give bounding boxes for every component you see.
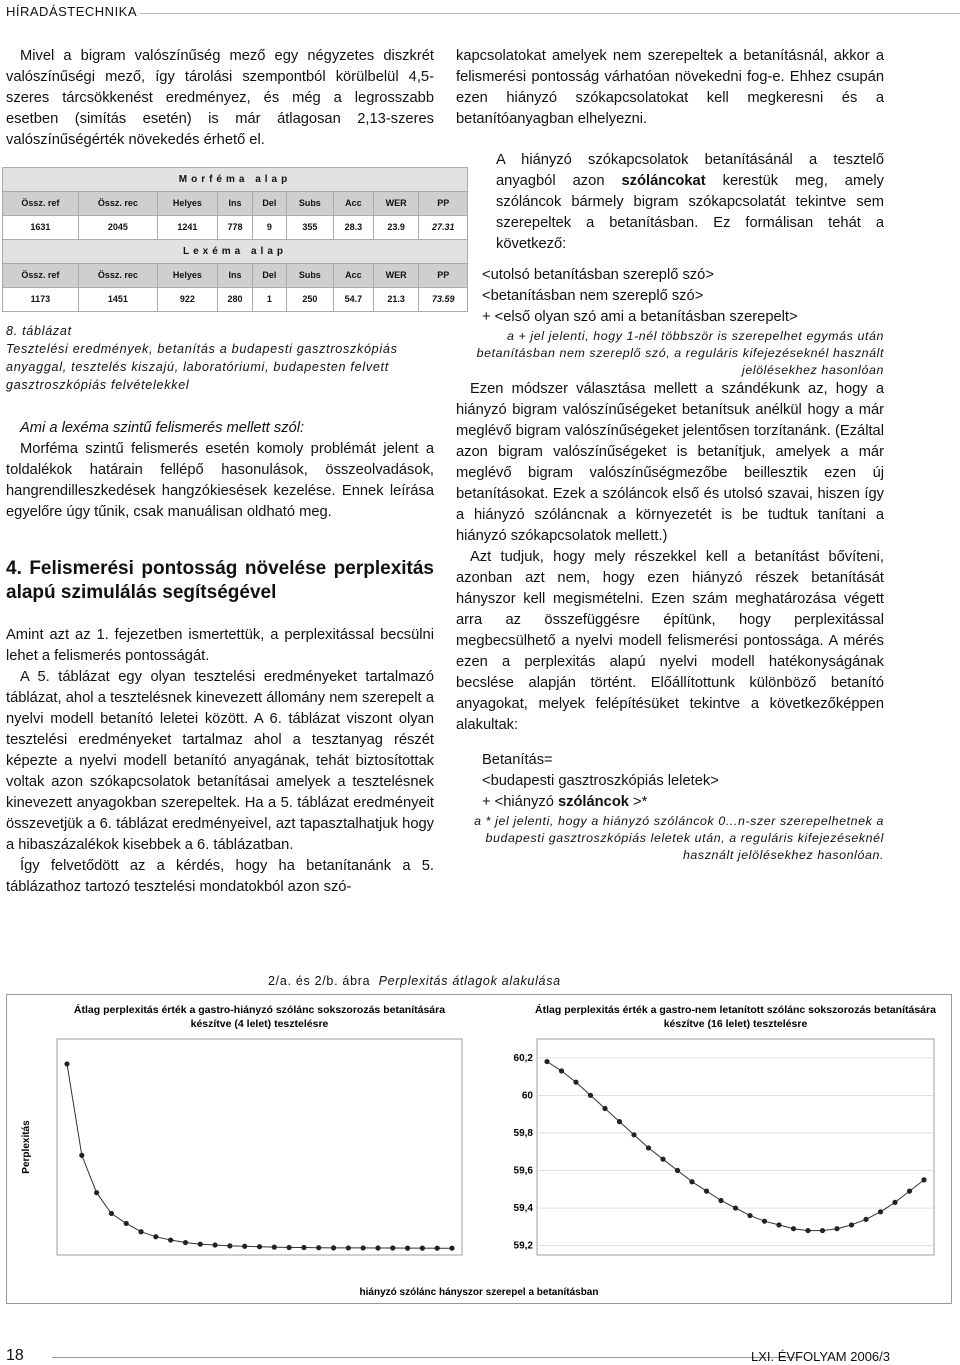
data-point [689, 1179, 694, 1184]
footer-rule [52, 1357, 802, 1358]
chart-title: készítve (16 lelet) tesztelésre [663, 1018, 808, 1030]
table-header-cell: Acc [334, 192, 374, 216]
data-point [617, 1119, 622, 1124]
left-column [6, 46, 455, 898]
table-row [3, 216, 468, 240]
paragraph: Mivel a bigram valószínűség mező egy négyzetes diszkrét valószínűségi mező, így tárolási szempontból körülbelül 4,5-szeres tárcsökkenést eredményez, és még a legrosszabb esetben (simítás esetén) is már átlagosan 2,13-szeres valószínűségérték növekedés érhető el. [6, 48, 434, 148]
text-run: A hiányzó szókapcsolatok betanításánál a tesztelő anyagból azon [496, 152, 884, 189]
table-header-cell: WER [373, 192, 419, 216]
table-header-cell: Helyes [157, 264, 217, 288]
paragraph: Ezen módszer választása mellett a szándékunk az, hogy a hiányzó bigram valószínűségeket betanítsuk anélkül hogy a már meglévő bigram valószínűségeket jelentősen torzítanánk. (Ezáltal azon bigram valószínűségeket is betanítjuk, amelyek a már meglévő bigram valószínűségmezőbe beillesztik ezen új betanításokat. Ezek a szóláncok első és utolsó szavai, hiszen így a hiányzó szóláncnak a környezetét is be tudtuk tanítani a hiányzó szókapcsolatok mellett.) [456, 381, 884, 544]
table-cell: 54.7 [334, 288, 374, 312]
table-header-cell: WER [373, 264, 419, 288]
table-section-title: Morféma alap [3, 168, 468, 192]
data-point [791, 1226, 796, 1231]
y-tick-label: 59,6 [513, 1165, 533, 1177]
table-caption-text: Tesztelési eredmények, betanítás a budapesti gasztroszkópiás anyaggal, tesztelés kiszajú, laboratóriumi, budapesten felvett gasztroszkópiás felvételekkel [6, 342, 398, 392]
perplexity-chart-b [479, 995, 951, 1303]
page-number: 18 [6, 1347, 24, 1364]
table-header-row [3, 264, 468, 288]
y-tick-label: 59,2 [513, 1240, 533, 1252]
formula-line: <budapesti gasztroszkópiás leletek> [482, 773, 719, 789]
y-tick-label: 59,8 [513, 1127, 533, 1139]
table-cell: 1631 [3, 216, 79, 240]
formula-line: <utolsó betanításban szereplő szó> [482, 267, 714, 283]
table-header-cell: Össz. rec [78, 264, 157, 288]
chart-title: Átlag perplexitás érték a gastro-nem letanított szólánc sokszorozás betanítására [535, 1004, 936, 1016]
data-point [704, 1189, 709, 1194]
data-point [272, 1245, 277, 1250]
figure-caption-number: 2/a. és 2/b. ábra [268, 974, 371, 988]
data-point [646, 1145, 651, 1150]
paragraph [456, 150, 884, 255]
data-point [849, 1222, 854, 1227]
table-header-cell: Subs [286, 192, 334, 216]
chart-title: Átlag perplexitás érték a gastro-hiányzó szólánc sokszorozás betanítására [73, 1004, 446, 1016]
table-cell: 1 [253, 288, 286, 312]
table-cell: 23.9 [373, 216, 419, 240]
table-header-cell: Össz. ref [3, 192, 79, 216]
paragraph: Azt tudjuk, hogy mely részekkel kell a betanítást bővíteni, azonban azt nem, hogy ezen hiányzó részek betanítását hányszor kell megismételni. Ezen szám meghatározása végett arra az összefüggésre építünk, hogy perplexitással megbecsülhető a nyelvi modell felismerési pontossága. A mérés ezen a perplexitás alapú nyelvi modell hatékonyságának becslése alapján történt. Előállítottunk különböző betanító anyagokat, melyek felépítésüket tekintve a következőképpen alakultak: [456, 549, 884, 733]
table-header-row [3, 192, 468, 216]
data-point [631, 1132, 636, 1137]
paragraph: Így felvetődött az a kérdés, hogy ha betanítanánk a 5. táblázathoz tartozó tesztelési mondatokból azon szó- [6, 858, 434, 895]
data-point [138, 1229, 143, 1234]
table-cell: 1173 [3, 288, 79, 312]
header-rule [140, 13, 960, 14]
data-point [907, 1189, 912, 1194]
table-cell: 73.59 [419, 288, 468, 312]
formula-line [482, 792, 884, 813]
table-caption-number: 8. táblázat [6, 324, 72, 338]
data-point [588, 1093, 593, 1098]
formula-line: Betanítás= [482, 752, 553, 768]
data-point [124, 1221, 129, 1226]
data-point [733, 1205, 738, 1210]
data-point [346, 1245, 351, 1250]
data-point [287, 1245, 292, 1250]
chart-title: készítve (4 lelet) tesztelésre [190, 1018, 329, 1030]
data-point [257, 1244, 262, 1249]
y-tick-label: 60 [521, 1090, 533, 1102]
table-cell: 2045 [78, 216, 157, 240]
data-point [559, 1068, 564, 1073]
data-point [227, 1243, 232, 1248]
data-point [331, 1245, 336, 1250]
table-cell: 922 [157, 288, 217, 312]
table-header-cell: Össz. rec [78, 192, 157, 216]
data-point [420, 1246, 425, 1251]
volume-label: LXI. ÉVFOLYAM 2006/3 [751, 1349, 890, 1364]
data-point [834, 1226, 839, 1231]
formula-block [456, 265, 884, 328]
data-point [405, 1246, 410, 1251]
data-point [375, 1245, 380, 1250]
x-axis-label: hiányzó szólánc hányszor szerepel a betanításban [359, 1287, 599, 1298]
data-point [718, 1198, 723, 1203]
data-point [109, 1211, 114, 1216]
table-header-cell: PP [419, 264, 468, 288]
y-axis-label: Perplexitás [21, 1120, 32, 1174]
data-point [602, 1106, 607, 1111]
paragraph: kapcsolatokat amelyek nem szerepeltek a betanításnál, akkor a felismerési pontosság várhatóan növekedni fog-e. Ehhez csupán ezen hiányzó szókapcsolatokat kell megkeresni és a betanítóanyagban elhelyezni. [456, 48, 884, 127]
data-point [805, 1228, 810, 1233]
data-point [198, 1242, 203, 1247]
formula-block [456, 750, 884, 813]
data-point [242, 1244, 247, 1249]
table-header-cell: Össz. ref [3, 264, 79, 288]
table-header-cell: Subs [286, 264, 334, 288]
plot-area [57, 1039, 462, 1255]
formula-note: a + jel jelenti, hogy 1-nél többször is szerepelhet egymás után betanításban nem szereplő szó, a reguláris kifejezéseknél használt jelölésekhez hasonlóan [476, 329, 884, 377]
data-point [820, 1228, 825, 1233]
table-cell: 1451 [78, 288, 157, 312]
data-point [361, 1245, 366, 1250]
figure-caption [268, 974, 561, 988]
data-point [168, 1237, 173, 1242]
data-point [660, 1157, 665, 1162]
data-point [892, 1200, 897, 1205]
formula-note: a * jel jelenti, hogy a hiányzó szóláncok 0...n-szer szerepelhetnek a budapesti gasztroszkópiás leletek után, a reguláris kifejezéseknél használt jelölésekhez hasonlóan. [474, 814, 884, 862]
figure-caption-text: Perplexitás átlagok alakulása [378, 974, 561, 988]
figure-panel [6, 994, 952, 1304]
series-line [67, 1064, 452, 1248]
table-cell: 778 [217, 216, 252, 240]
formula-line: <betanításban nem szereplő szó> [482, 288, 704, 304]
table-caption [6, 322, 434, 394]
y-tick-label: 60,2 [513, 1052, 533, 1064]
table-cell: 1241 [157, 216, 217, 240]
text-run: >* [628, 794, 648, 810]
data-point [863, 1217, 868, 1222]
text-run: + <hiányzó [482, 794, 558, 810]
data-point [921, 1177, 926, 1182]
data-point [64, 1061, 69, 1066]
data-point [212, 1242, 217, 1247]
table-cell: 9 [253, 216, 286, 240]
data-point [153, 1234, 158, 1239]
table-header-cell: Ins [217, 264, 252, 288]
data-point [435, 1246, 440, 1251]
table-section-title: Lexéma alap [3, 240, 468, 264]
table-header-cell: PP [419, 192, 468, 216]
table-cell: 27.31 [419, 216, 468, 240]
paragraph: A 5. táblázat egy olyan tesztelési eredményeket tartalmazó táblázat, ahol a tesztelésnek kinevezett állomány nem szerepelt a nyelvi modell betanító leletei között. A 6. táblázat viszont olyan tesztelési eredményeket tartalmaz ahol a tesztanyag részét képezte a nyelvi modell betanító anyagának, tehát biztosítottak voltak azon szókapcsolatok betanításai amelyek a tesztelésnek kinevezett anyagokban szerepeltek. Ha a 5. táblázat eredményeit összevetjük a 6. táblázat eredményeivel, azt tapasztalhatjuk hogy a hibaszázalékok kisebbek a 6. táblázatban. [6, 669, 434, 853]
table-cell: 250 [286, 288, 334, 312]
table-header-cell: Helyes [157, 192, 217, 216]
data-point [776, 1222, 781, 1227]
data-point [747, 1213, 752, 1218]
table-header-cell: Acc [334, 264, 374, 288]
results-table [2, 167, 468, 312]
data-point [316, 1245, 321, 1250]
table-header-cell: Del [253, 264, 286, 288]
right-column [456, 46, 884, 864]
data-point [573, 1080, 578, 1085]
data-point [79, 1153, 84, 1158]
paragraph-lead: Ami a lexéma szintű felismerés mellett szól: [20, 420, 305, 436]
formula-line: + <első olyan szó ami a betanításban szerepelt> [482, 309, 798, 325]
data-point [449, 1246, 454, 1251]
table-cell: 280 [217, 288, 252, 312]
series-line [547, 1062, 924, 1231]
paragraph: Morféma szintű felismerés esetén komoly problémát jelent a toldalékok határain fellépő hasonulások, összeolvadások, hangrendilleszkedések hangzókiesések kezelése. Ennek leírása egyelőre úgy tűnik, csak manuálisan oldható meg. [6, 441, 434, 520]
data-point [301, 1245, 306, 1250]
bold-term: szóláncokat [621, 173, 706, 189]
table-cell: 21.3 [373, 288, 419, 312]
data-point [544, 1059, 549, 1064]
table-header-cell: Del [253, 192, 286, 216]
data-point [878, 1209, 883, 1214]
y-tick-label: 59,4 [513, 1203, 533, 1215]
data-point [390, 1245, 395, 1250]
running-header: HÍRADÁSTECHNIKA [6, 4, 138, 19]
table-header-cell: Ins [217, 192, 252, 216]
data-point [675, 1168, 680, 1173]
bold-term: szóláncok [557, 794, 629, 810]
table-cell: 355 [286, 216, 334, 240]
plot-area [537, 1039, 934, 1255]
data-point [94, 1190, 99, 1195]
text-run: kerestük meg, amely szóláncok bármely bigram szókapcsolatát tekintve sem szerepeltek a betanításban. Ez formálisan tehát a következő: [496, 173, 884, 252]
section-heading: 4. Felismerési pontosság növelése perplexitás alapú szimulálás segítségével [6, 558, 434, 603]
data-point [183, 1240, 188, 1245]
paragraph: Amint azt az 1. fejezetben ismertettük, a perplexitással becsülni lehet a felismerés pontosságát. [6, 627, 434, 664]
data-point [762, 1219, 767, 1224]
table-cell: 28.3 [334, 216, 374, 240]
table-row [3, 288, 468, 312]
